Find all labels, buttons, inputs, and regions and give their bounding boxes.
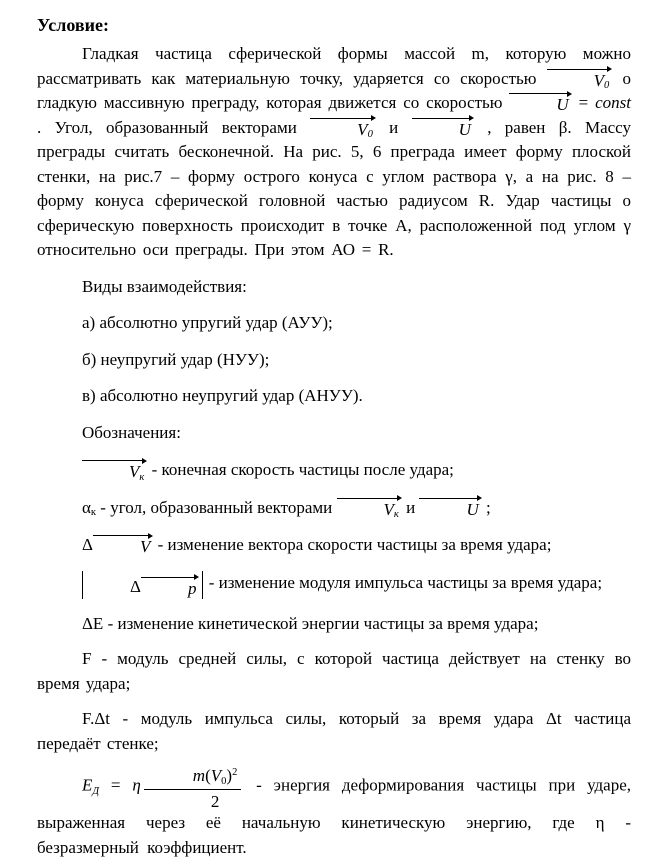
fraction: $\frac{m(V_0)^2}{2}$ xyxy=(144,764,242,811)
vector-u-symbol: U xyxy=(419,496,481,518)
vector-v-symbol: $V_0$ xyxy=(310,116,376,138)
vector-u-symbol: U xyxy=(509,91,571,113)
intro-paragraph: Гладкая частица сферической формы массой m, которую можно рассматривать как материальную точку, ударяется со скоростью $V_0$ о гладкую массивную преграду, которая движется со скоростью U = const . Угол, образованный векторами $V_0$ и U , равен β. Массу преграды считать бесконечной. На рис. 5, 6 преграда имеет форму плоской стенки, на рис.7 – форму острого конуса с углом раствора γ, а на рис. 8 – форму конуса сферической головной частью радиусом R. Удар частицы о сферическую поверхность происходит в точке А, расположенной под углом γ относительно оси преграды. При этом АО = R. xyxy=(37,44,631,259)
definition-delta-p: Δ p - изменение модуля импульса частицы за время удара; xyxy=(37,571,631,599)
vector-v-symbol: $V_к$ xyxy=(337,496,402,518)
notation-heading: Обозначения: xyxy=(82,422,181,442)
definition-impulse: F.Δt - модуль импульса силы, который за время удара Δt частица передаёт стенке; xyxy=(37,709,631,753)
page-title: Условие: xyxy=(37,15,109,35)
definition-force: F - модуль средней силы, с которой частица действует на стенку во время удара; xyxy=(37,649,631,693)
vector-u-symbol: U xyxy=(412,116,474,138)
definition-deformation-energy: $E_Д = \eta$ $\frac{m(V_0)^2}{2}$ - энергия деформирования частицы при ударе, выраженная через её начальную кинетическую энергию, где η - безразмерный коэффициент. xyxy=(37,766,632,857)
interaction-item-b: б) неупругий удар (НУУ); xyxy=(82,349,270,369)
interaction-types-heading: Виды взаимодействия: xyxy=(82,276,247,296)
document-body xyxy=(37,42,631,860)
vector-v-symbol: V xyxy=(93,533,153,555)
interaction-item-a: а) абсолютно упругий удар (АУУ); xyxy=(82,313,333,332)
interaction-item-v: в) абсолютно неупругий удар (АНУУ). xyxy=(82,386,363,405)
definition-alpha-angle: $\alpha_к$ - угол, образованный векторами $V_к$ и U ; xyxy=(82,497,491,521)
vector-v-symbol: $V_к$ xyxy=(82,458,147,480)
absolute-value-bars: Δ p xyxy=(82,571,203,599)
definition-final-velocity: $V_к$ - конечная скорость частицы после удара; xyxy=(37,458,631,483)
vector-p-symbol: p xyxy=(141,575,200,597)
definition-delta-e: ΔE - изменение кинетической энергии частицы за время удара; xyxy=(82,613,539,633)
definition-delta-v: Δ V - изменение вектора скорости частицы за время удара; xyxy=(82,535,552,557)
vector-v-symbol: $V_0$ xyxy=(547,67,613,89)
